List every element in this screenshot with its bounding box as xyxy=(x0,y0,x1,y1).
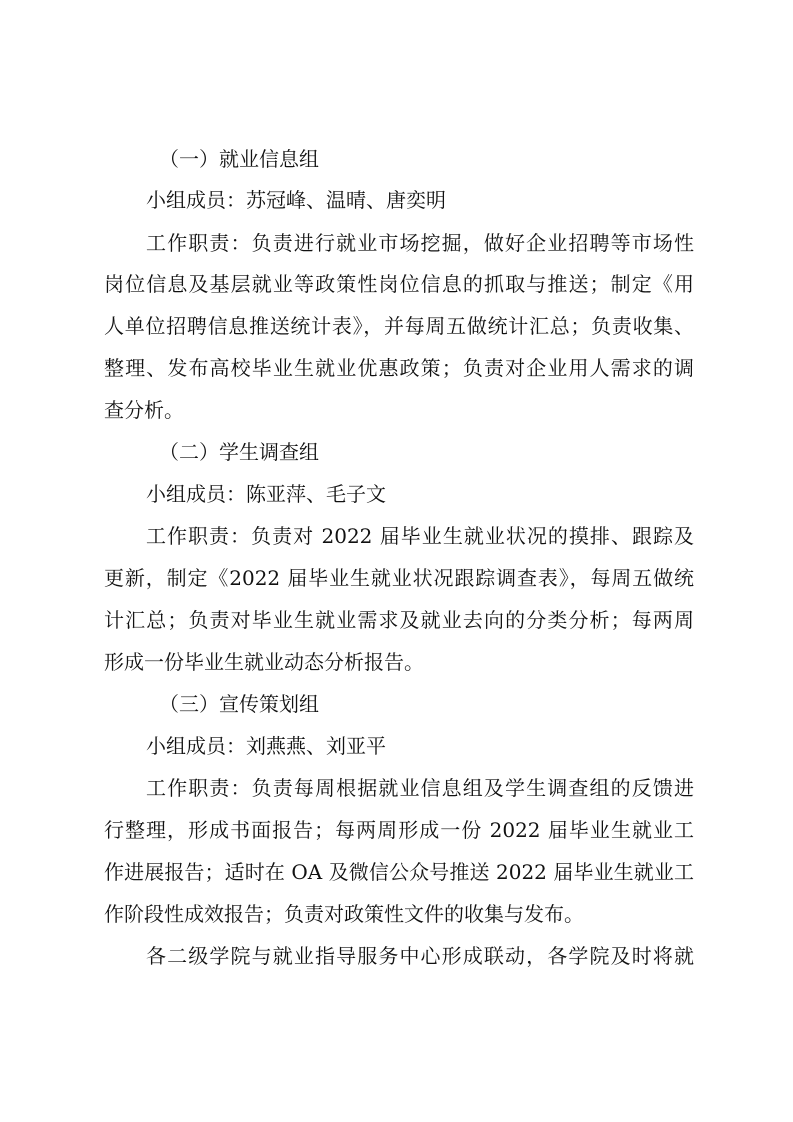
duty-line: 更新，制定《2022 届毕业生就业状况跟踪调查表》，每周五做统 xyxy=(104,566,694,590)
section-heading: （三）宣传策划组 xyxy=(159,692,319,716)
closing-line: 各二级学院与就业指导服务中心形成联动，各学院及时将就 xyxy=(146,944,694,968)
section-heading: （二）学生调查组 xyxy=(159,440,319,464)
members-line: 小组成员：刘燕燕、刘亚平 xyxy=(146,734,386,758)
duty-line: 整理、发布高校毕业生就业优惠政策；负责对企业用人需求的调 xyxy=(104,356,694,380)
duty-line: 作阶段性成效报告；负责对政策性文件的收集与发布。 xyxy=(104,902,584,926)
duty-line: 工作职责：负责进行就业市场挖掘，做好企业招聘等市场性 xyxy=(146,231,694,255)
duty-line: 计汇总；负责对毕业生就业需求及就业去向的分类分析；每两周 xyxy=(104,608,694,632)
duty-line: 形成一份毕业生就业动态分析报告。 xyxy=(104,650,424,674)
duty-line: 查分析。 xyxy=(104,398,184,422)
duty-line: 人单位招聘信息推送统计表》，并每周五做统计汇总；负责收集、 xyxy=(104,314,694,338)
duty-line: 岗位信息及基层就业等政策性岗位信息的抓取与推送；制定《用 xyxy=(104,272,694,296)
duty-line: 工作职责：负责每周根据就业信息组及学生调查组的反馈进 xyxy=(146,776,694,800)
duty-line: 作进展报告；适时在 OA 及微信公众号推送 2022 届毕业生就业工 xyxy=(104,860,694,884)
duty-line: 行整理，形成书面报告；每两周形成一份 2022 届毕业生就业工 xyxy=(104,818,694,842)
duty-line: 工作职责：负责对 2022 届毕业生就业状况的摸排、跟踪及 xyxy=(146,524,694,548)
section-heading: （一）就业信息组 xyxy=(159,147,319,171)
members-line: 小组成员：苏冠峰、温晴、唐奕明 xyxy=(146,188,446,212)
members-line: 小组成员：陈亚萍、毛子文 xyxy=(146,482,386,506)
